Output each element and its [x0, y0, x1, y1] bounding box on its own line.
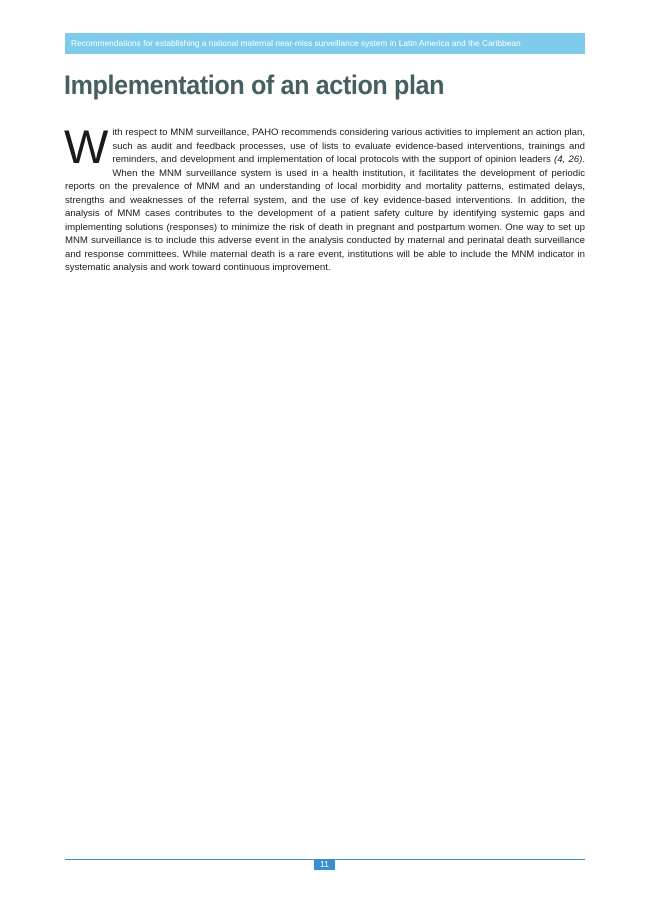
- running-header: Recommendations for establishing a national maternal near-miss surveillance system in Latin America and the Caribbean: [65, 33, 585, 54]
- page-title: Implementation of an action plan: [64, 70, 445, 100]
- drop-cap: W: [64, 120, 109, 173]
- page-number: 11: [314, 859, 335, 870]
- citation-reference: (4, 26): [554, 154, 583, 165]
- body-text-continued: . When the MNM surveillance system is used in a health institution, it facilitates the development of periodic reports on the prevalence of MNM and an understanding of local morbidity and mortality patterns, estimated delays, strengths and weaknesses of the referral system, and the use of key evidence-based interventions. In addition, the analysis of MNM cases contributes to the development of a patient safety culture by identifying systemic gaps and implementing solutions (responses) to minimize the risk of death in pregnant and postpartum women. One way to set up MNM surveillance is to include this adverse event in the analysis conducted by maternal and perinatal death surveillance and response committees. While maternal death is a rare event, institutions will be able to include the MNM indicator in systematic analysis and work toward continuous improvement.: [65, 154, 585, 273]
- body-paragraph: [64, 120, 585, 275]
- body-text-intro: ith respect to MNM surveillance, PAHO recommends considering various activities to implement an action plan, such as audit and feedback processes, use of lists to evaluate evidence-based interventions, trainings and reminders, and development and implementation of local protocols with the support of opinion leaders: [112, 127, 585, 165]
